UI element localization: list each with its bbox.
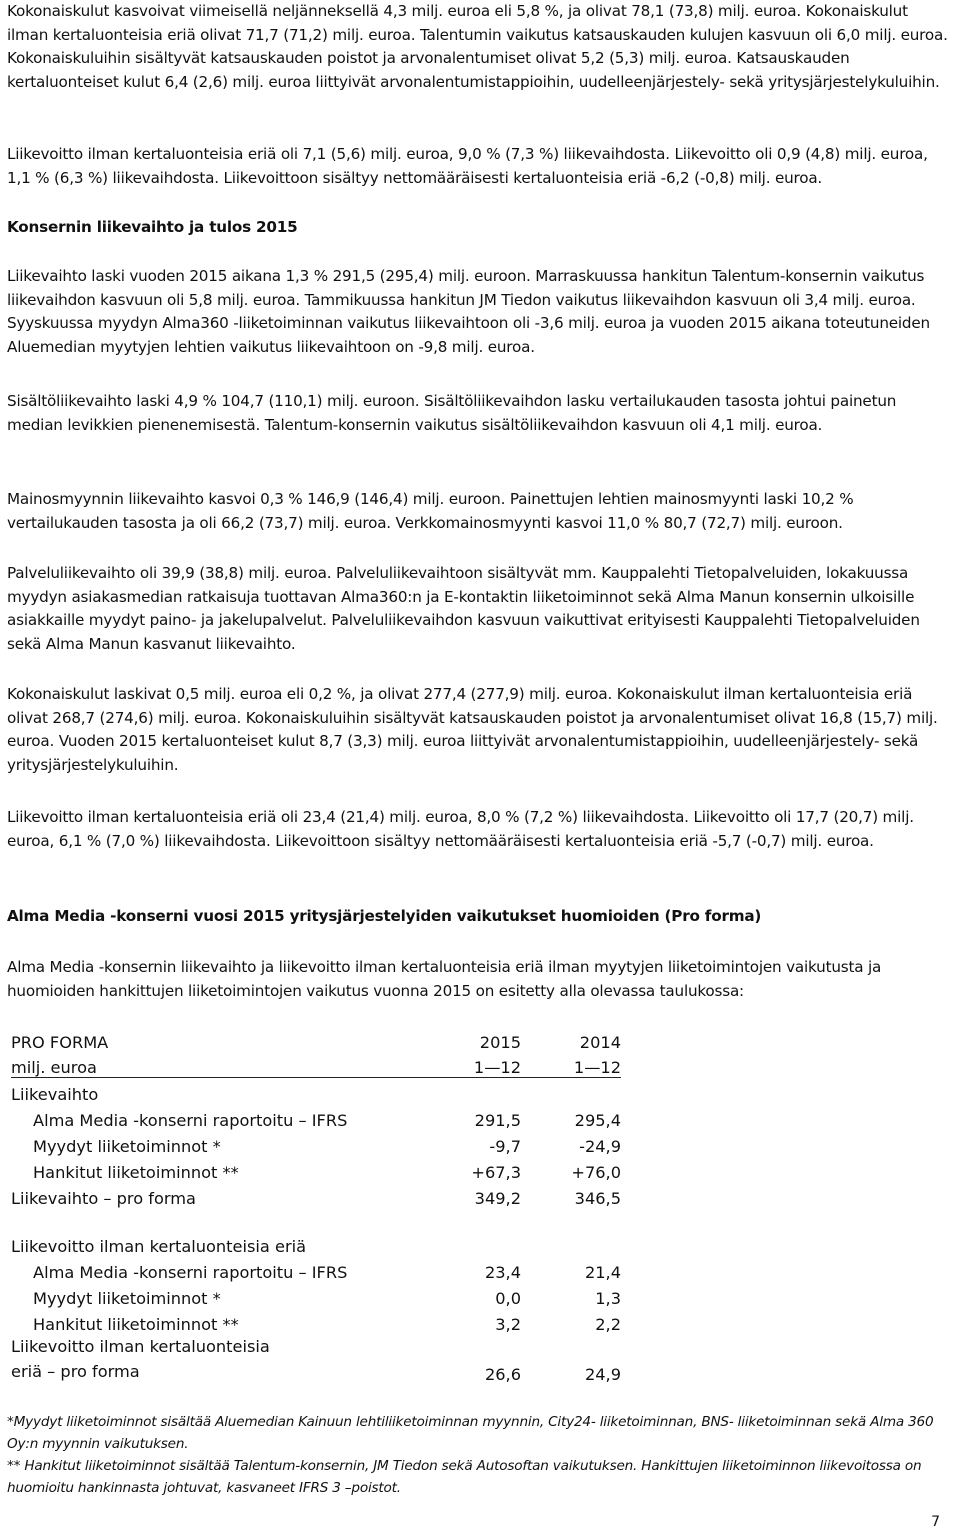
row-label: Myydyt liiketoiminnot * bbox=[33, 1289, 221, 1308]
column-header-2014: 2014 bbox=[579, 1033, 621, 1052]
row-label: Hankitut liiketoiminnot ** bbox=[33, 1315, 239, 1334]
table-row bbox=[11, 1230, 621, 1256]
cell-2015: 0,0 bbox=[495, 1289, 521, 1308]
table-unit-row bbox=[11, 1052, 621, 1078]
table-row bbox=[11, 1130, 621, 1156]
column-header-2015: 2015 bbox=[479, 1033, 521, 1052]
table-row bbox=[11, 1104, 621, 1130]
footnote-acquired: ** Hankitut liiketoiminnot sisältää Talentum-konsernin, JM Tiedon sekä Autosoftan vaikutuksen. Hankittujen liiketoiminnon liikevoitossa on huomioitu hankinnasta johtuvat, kasvaneet IFRS 3 –poistot. bbox=[7, 1458, 922, 1496]
cell-2014: +76,0 bbox=[571, 1163, 621, 1182]
table-row bbox=[11, 1282, 621, 1308]
footnotes bbox=[7, 1411, 953, 1499]
table-unit: milj. euroa bbox=[11, 1058, 97, 1077]
cell-2015: 26,6 bbox=[484, 1365, 521, 1384]
row-label: Liikevoitto ilman kertaluonteisia eriä bbox=[11, 1237, 307, 1256]
footnote-divested: *Myydyt liiketoiminnot sisältää Aluemedian Kainuun lehtiliiketoiminnan myynnin, City24- liiketoiminnan, BNS- liiketoiminnan sekä Alma 360 Oy:n myynnin vaikutuksen. bbox=[7, 1414, 934, 1452]
table-title: PRO FORMA bbox=[11, 1033, 109, 1052]
paragraph-pro-forma-intro: Alma Media -konsernin liikevaihto ja liikevoitto ilman kertaluonteisia eriä ilman myytyjen liiketoimintojen vaikutusta ja huomioiden hankittujen liiketoimintojen vaikutus vuonna 2015 on esitetty alla olevassa taulukossa: bbox=[7, 958, 882, 1000]
period-2014: 1—12 bbox=[573, 1058, 621, 1077]
section-heading-revenue-2015: Konsernin liikevaihto ja tulos 2015 bbox=[7, 218, 298, 236]
paragraph-advertising-revenue: Mainosmyynnin liikevaihto kasvoi 0,3 % 146,9 (146,4) milj. euroon. Painettujen lehtien mainosmyynti laski 10,2 % vertailukauden tasosta ja oli 66,2 (73,7) milj. euroa. Verkkomainosmyynti kasvoi 11,0 % 80,7 (72,7) milj. euroon. bbox=[7, 490, 854, 532]
row-label: Myydyt liiketoiminnot * bbox=[33, 1137, 221, 1156]
table-row bbox=[11, 1156, 621, 1182]
section-heading-pro-forma: Alma Media -konserni vuosi 2015 yritysjärjestelyiden vaikutukset huomioiden (Pro forma) bbox=[7, 907, 762, 925]
table-row bbox=[11, 1334, 621, 1384]
cell-2014: 21,4 bbox=[584, 1263, 621, 1282]
page-number: 7 bbox=[931, 1514, 940, 1530]
paragraph-revenue: Liikevaihto laski vuoden 2015 aikana 1,3 % 291,5 (295,4) milj. euroon. Marraskuussa hankitun Talentum-konsernin vaikutus liikevaihdon kasvuun oli 5,8 milj. euroa. Tammikuussa hankitun JM Tiedon vaikutus liikevaihdon kasvuun oli 3,4 milj. euroa. Syyskuussa myydyn Alma360 -liiketoiminnan vaikutus liikevaihtoon oli -3,6 milj. euroa ja vuoden 2015 aikana toteutuneiden Aluemedian myytyjen lehtien vaikutus liikevaihtoon on -9,8 milj. euroa. bbox=[7, 267, 930, 356]
paragraph-q4-costs: Kokonaiskulut kasvoivat viimeisellä neljänneksellä 4,3 milj. euroa eli 5,8 %, ja olivat 78,1 (73,8) milj. euroa. Kokonaiskulut ilman kertaluonteisia eriä olivat 71,7 (71,2) milj. euroa. Talentumin vaikutus katsauskauden kulujen kasvuun oli 6,0 milj. euroa. Kokonaiskuluihin sisältyvät katsauskauden poistot ja arvonalentumiset olivat 5,2 (5,3) milj. euroa. Katsauskauden kertaluonteiset kulut 6,4 (2,6) milj. euroa liittyivät arvonalentumistappioihin, uudelleenjärjestely- sekä yritysjärjestelykuluihin. bbox=[7, 2, 948, 91]
paragraph-service-revenue: Palveluliikevaihto oli 39,9 (38,8) milj. euroa. Palveluliikevaihtoon sisältyvät mm. Kauppalehti Tietopalveluiden, lokakuussa myydyn asiakasmedian ratkaisuja tuottavan Alma360:n ja E-kontaktin liiketoiminnot sekä Alma Manun konsernin ulkoisille asiakkaille myydyt paino- ja jakelupalvelut. Palveluliikevaihdon kasvuun vaikuttivat erityisesti Kauppalehti Tietopalveluiden sekä Alma Manun kasvanut liikevaihto. bbox=[7, 564, 920, 653]
paragraph-q4-operating-profit: Liikevoitto ilman kertaluonteisia eriä oli 7,1 (5,6) milj. euroa, 9,0 % (7,3 %) liikevaihdosta. Liikevoitto oli 0,9 (4,8) milj. euroa, 1,1 % (6,3 %) liikevaihdosta. Liikevoittoon sisältyy nettomääräisesti kertaluonteisia eriä -6,2 (-0,8) milj. euroa. bbox=[7, 145, 928, 187]
row-label: Hankitut liiketoiminnot ** bbox=[33, 1163, 239, 1182]
table-row bbox=[11, 1182, 621, 1208]
row-label: Liikevaihto – pro forma bbox=[11, 1189, 196, 1208]
cell-2015: 3,2 bbox=[495, 1315, 521, 1334]
cell-2014: -24,9 bbox=[579, 1137, 621, 1156]
row-label: Alma Media -konserni raportoitu – IFRS bbox=[33, 1111, 348, 1130]
period-2015: 1—12 bbox=[473, 1058, 521, 1077]
row-label: Liikevaihto bbox=[11, 1085, 99, 1104]
row-label: Liikevoitto ilman kertaluonteisia eriä – pro forma bbox=[11, 1337, 270, 1381]
cell-2015: 291,5 bbox=[474, 1111, 521, 1130]
cell-2015: 23,4 bbox=[484, 1263, 521, 1282]
cell-2014: 295,4 bbox=[574, 1111, 621, 1130]
paragraph-operating-profit: Liikevoitto ilman kertaluonteisia eriä oli 23,4 (21,4) milj. euroa, 8,0 % (7,2 %) liikevaihdosta. Liikevoitto oli 17,7 (20,7) milj. euroa, 6,1 % (7,0 %) liikevaihdosta. Liikevoittoon sisältyy nettomääräisesti kertaluonteisia eriä -5,7 (-0,7) milj. euroa. bbox=[7, 808, 914, 850]
cell-2015: +67,3 bbox=[471, 1163, 521, 1182]
cell-2014: 2,2 bbox=[595, 1315, 621, 1334]
cell-2015: 349,2 bbox=[474, 1189, 521, 1208]
paragraph-total-costs: Kokonaiskulut laskivat 0,5 milj. euroa eli 0,2 %, ja olivat 277,4 (277,9) milj. euroa. Kokonaiskulut ilman kertaluonteisia eriä olivat 268,7 (274,6) milj. euroa. Kokonaiskuluihin sisältyvät katsauskauden poistot ja arvonalentumiset olivat 16,8 (15,7) milj. euroa. Vuoden 2015 kertaluonteiset kulut 8,7 (3,3) milj. euroa liittyivät arvonalentumistappioihin, uudelleenjärjestely- sekä yritysjärjestelykuluihin. bbox=[7, 685, 938, 774]
table-row bbox=[11, 1078, 621, 1104]
pro-forma-table bbox=[11, 1026, 621, 1384]
table-row bbox=[11, 1308, 621, 1334]
table-row bbox=[11, 1256, 621, 1282]
row-label: Alma Media -konserni raportoitu – IFRS bbox=[33, 1263, 348, 1282]
cell-2014: 1,3 bbox=[595, 1289, 621, 1308]
cell-2014: 346,5 bbox=[574, 1189, 621, 1208]
paragraph-content-revenue: Sisältöliikevaihto laski 4,9 % 104,7 (110,1) milj. euroon. Sisältöliikevaihdon lasku vertailukauden tasosta johtui painetun median levikkien pienenemisestä. Talentum-konsernin vaikutus sisältöliikevaihdon kasvuun oli 4,1 milj. euroa. bbox=[7, 392, 897, 434]
cell-2015: -9,7 bbox=[489, 1137, 521, 1156]
table-header-row bbox=[11, 1026, 621, 1052]
cell-2014: 24,9 bbox=[584, 1365, 621, 1384]
